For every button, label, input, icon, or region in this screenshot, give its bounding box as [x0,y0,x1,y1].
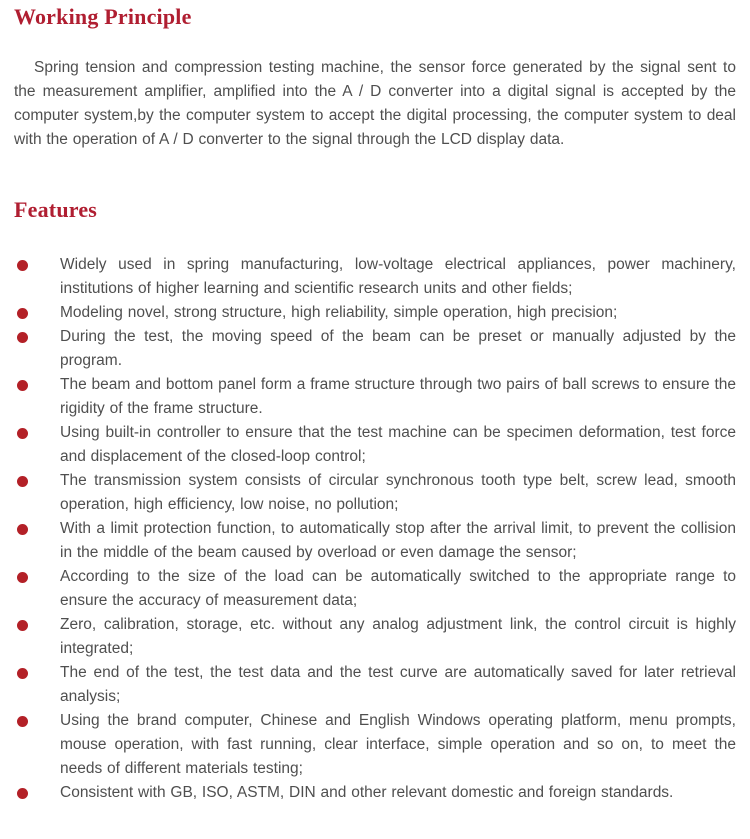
feature-item-text: Modeling novel, strong structure, high reliability, simple operation, high precision; [60,304,618,321]
bullet-icon [17,716,28,727]
features-list [14,253,736,805]
bullet-icon [17,668,28,679]
feature-item [14,469,736,517]
bullet-icon [17,380,28,391]
feature-item-text: Using the brand computer, Chinese and English Windows operating platform, menu prompts, mouse operation, with fast running, clear interface, simple operation and so on, to meet the needs of different materials testing; [60,712,736,777]
feature-item-text: Consistent with GB, ISO, ASTM, DIN and other relevant domestic and foreign standards. [60,784,674,801]
bullet-icon [17,332,28,343]
feature-item [14,373,736,421]
feature-item [14,325,736,373]
bullet-icon [17,476,28,487]
bullet-icon [17,428,28,439]
feature-item-text: The transmission system consists of circular synchronous tooth type belt, screw lead, smooth operation, high efficiency, low noise, no pollution; [60,472,736,513]
feature-item [14,253,736,301]
feature-item [14,565,736,613]
feature-item-text: The end of the test, the test data and the test curve are automatically saved for later retrieval analysis; [60,664,736,705]
feature-item-text: Zero, calibration, storage, etc. without any analog adjustment link, the control circuit is highly integrated; [60,616,736,657]
feature-item [14,781,736,805]
bullet-icon [17,524,28,535]
features-heading: Features [14,197,98,222]
feature-item-text: During the test, the moving speed of the beam can be preset or manually adjusted by the program. [60,328,736,369]
bullet-icon [17,260,28,271]
feature-item-text: The beam and bottom panel form a frame structure through two pairs of ball screws to ensure the rigidity of the frame structure. [60,376,736,417]
feature-item [14,421,736,469]
feature-item [14,613,736,661]
bullet-icon [17,572,28,583]
bullet-icon [17,788,28,799]
feature-item-text: Using built-in controller to ensure that the test machine can be specimen deformation, test force and displacement of the closed-loop control; [60,424,736,465]
feature-item [14,661,736,709]
bullet-icon [17,620,28,631]
bullet-icon [17,308,28,319]
feature-item-text: With a limit protection function, to automatically stop after the arrival limit, to prevent the collision in the middle of the beam caused by overload or even damage the sensor; [60,520,736,561]
feature-item [14,709,736,781]
feature-item [14,517,736,565]
feature-item-text: According to the size of the load can be automatically switched to the appropriate range to ensure the accuracy of measurement data; [60,568,736,609]
working-principle-heading: Working Principle [14,4,192,29]
working-principle-paragraph: Spring tension and compression testing machine, the sensor force generated by the signal sent to the measurement amplifier, amplified into the A / D converter into a digital signal is accepted by the computer system,by the computer system to accept the digital processing, the computer system to deal with the operation of A / D converter to the signal through the LCD display data. [14,59,736,148]
feature-item-text: Widely used in spring manufacturing, low-voltage electrical appliances, power machinery, institutions of higher learning and scientific research units and other fields; [60,256,736,297]
feature-item [14,301,736,325]
